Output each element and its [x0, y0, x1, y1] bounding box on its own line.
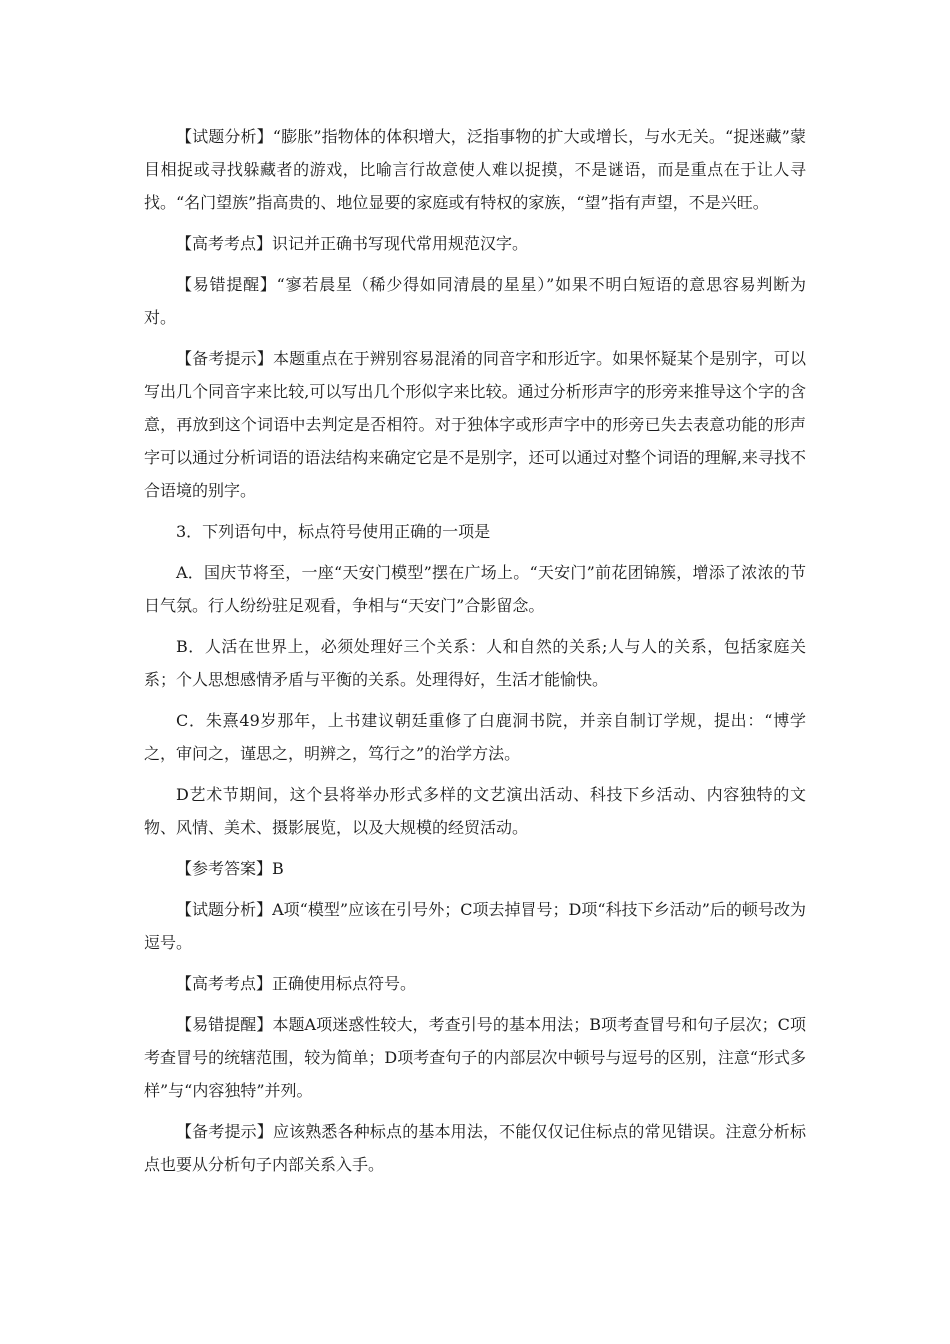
paragraph-analysis-q3: 【试题分析】A项“模型”应该在引号外；C项去掉冒号；D项“科技下乡活动”后的顿号改为逗号。: [144, 900, 806, 952]
paragraph-answer-q3: 【参考答案】B: [176, 859, 284, 878]
paragraph-option-b: B．人活在世界上，必须处理好三个关系：人和自然的关系;人与人的关系，包括家庭关系；个人思想感情矛盾与平衡的关系。处理得好，生活才能愉快。: [144, 637, 806, 689]
paragraph-prep-tip-q2: 【备考提示】本题重点在于辨别容易混淆的同音字和形近字。如果怀疑某个是别字，可以写出几个同音字来比较,可以写出几个形似字来比较。通过分析形声字的形旁来推导这个字的含意，再放到这个词语中去判定是否相符。对于独体字或形声字中的形旁已失去表意功能的形声字可以通过分析词语的语法结构来确定它是不是别字，还可以通过对整个词语的理解,来寻找不合语境的别字。: [144, 349, 806, 500]
paragraph-option-a: A．国庆节将至，一座“天安门模型”摆在广场上。“天安门”前花团锦簇，增添了浓浓的节日气氛。行人纷纷驻足观看，争相与“天安门”合影留念。: [144, 563, 806, 615]
paragraph-option-d: D艺术节期间，这个县将举办形式多样的文艺演出活动、科技下乡活动、内容独特的文物、风情、美术、摄影展览，以及大规模的经贸活动。: [144, 785, 806, 837]
document-page: [144, 120, 806, 1189]
paragraph-error-reminder-q2: 【易错提醒】“寥若晨星（稀少得如同清晨的星星）”如果不明白短语的意思容易判断为对。: [144, 275, 806, 327]
paragraph-exam-point-q2: 【高考考点】识记并正确书写现代常用规范汉字。: [176, 234, 529, 253]
paragraph-question-3: 3．下列语句中，标点符号使用正确的一项是: [176, 522, 491, 541]
paragraph-option-c: C．朱熹49岁那年，上书建议朝廷重修了白鹿洞书院，并亲自制订学规，提出：“博学之，审问之，谨思之，明辨之，笃行之”的治学方法。: [144, 711, 806, 763]
paragraph-error-reminder-q3: 【易错提醒】本题A项迷惑性较大，考查引号的基本用法；B项考查冒号和句子层次；C项考查冒号的统辖范围，较为简单；D项考查句子的内部层次中顿号与逗号的区别，注意“形式多样”与“内容独特”并列。: [144, 1015, 806, 1100]
paragraph-prep-tip-q3: 【备考提示】应该熟悉各种标点的基本用法，不能仅仅记住标点的常见错误。注意分析标点也要从分析句子内部关系入手。: [144, 1122, 806, 1174]
paragraph-exam-point-q3: 【高考考点】正确使用标点符号。: [176, 974, 417, 993]
paragraph-analysis-q2: 【试题分析】“膨胀”指物体的体积增大，泛指事物的扩大或增长，与水无关。“捉迷藏”蒙目相捉或寻找躲藏者的游戏，比喻言行故意使人难以捉摸，不是谜语，而是重点在于让人寻找。“名门望族”指高贵的、地位显要的家庭或有特权的家族，“望”指有声望，不是兴旺。: [144, 127, 806, 212]
